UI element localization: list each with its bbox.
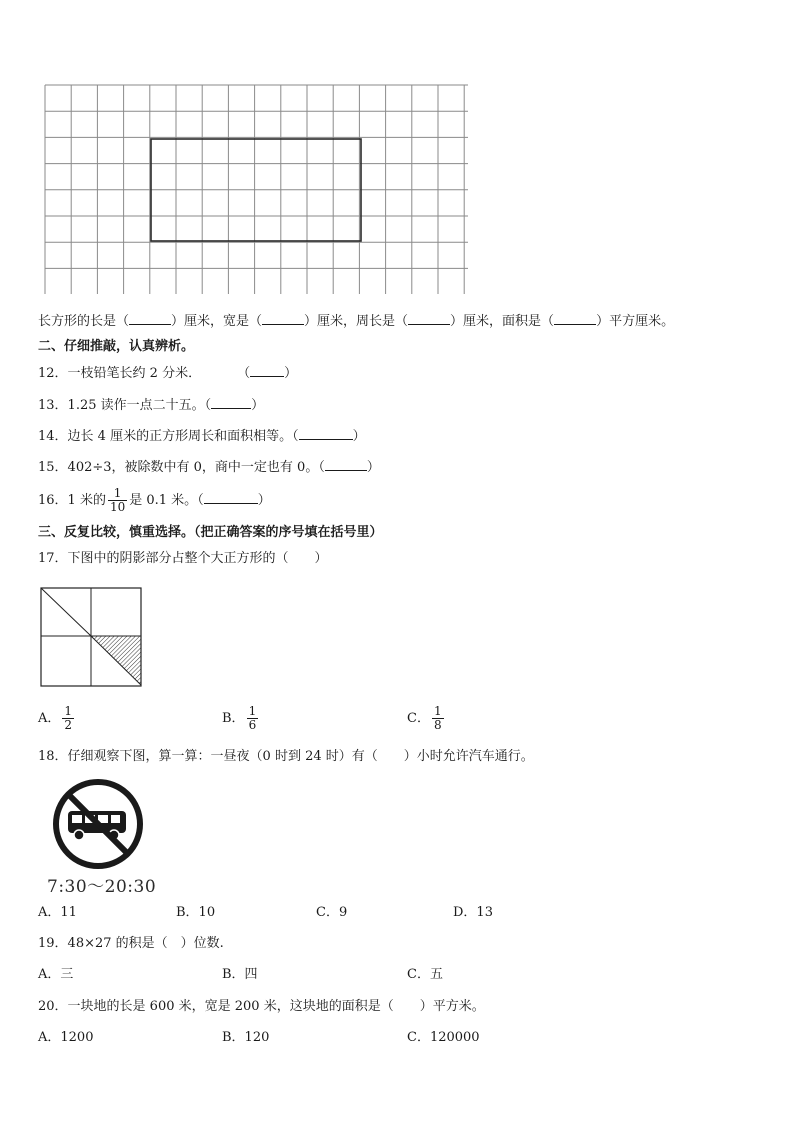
grid-figure — [44, 84, 470, 296]
option-18-d[interactable]: D．13 — [453, 905, 493, 920]
square-figure — [40, 587, 143, 688]
question-15: 15．402÷3，被除数中有 0，商中一定也有 0。（ ） — [38, 460, 380, 475]
fraction-one-tenth: $\frac{1}{10}$ — [109, 486, 126, 514]
answer-blank-area[interactable] — [554, 312, 596, 325]
option-20-c[interactable]: C．120000 — [407, 1030, 480, 1045]
option-17-b[interactable]: B． $\frac{1}{6}$ — [222, 704, 257, 732]
option-20-a[interactable]: A．1200 — [38, 1030, 94, 1045]
question-20: 20．一块地的长是 600 米，宽是 200 米，这块地的面积是（ ）平方米。 — [38, 999, 485, 1014]
option-19-c[interactable]: C．五 — [407, 967, 443, 982]
question-19: 19．48×27 的积是（ ）位数. — [38, 936, 224, 951]
question-16: 16．1 米的 $\frac{1}{10}$ 是 0.1 米。（ ） — [38, 486, 271, 514]
answer-blank-perimeter[interactable] — [408, 312, 450, 325]
option-17-c[interactable]: C． $\frac{1}{8}$ — [407, 704, 442, 732]
option-19-b[interactable]: B．四 — [222, 967, 258, 982]
sign-time-caption: 7:30～20:30 — [47, 877, 157, 897]
answer-blank-length[interactable] — [129, 312, 171, 325]
option-18-c[interactable]: C．9 — [316, 905, 348, 920]
option-19-a[interactable]: A．三 — [38, 967, 74, 982]
answer-blank-13[interactable] — [211, 396, 251, 409]
answer-blank-14[interactable] — [299, 427, 353, 440]
no-bus-sign-icon — [52, 778, 144, 870]
option-17-a[interactable]: A． $\frac{1}{2}$ — [38, 704, 73, 732]
question-18: 18．仔细观察下图，算一算：一昼夜（0 时到 24 时）有（ ）小时允许汽车通行。 — [38, 749, 534, 764]
option-18-a[interactable]: A．11 — [38, 905, 77, 920]
answer-blank-15[interactable] — [325, 458, 367, 471]
grid-question: 长方形的长是（ ）厘米，宽是（ ）厘米，周长是（ ）厘米，面积是（ ）平方厘米。 — [38, 314, 675, 329]
section-title-3: 三、反复比较，慎重选择。（把正确答案的序号填在括号里） — [38, 525, 383, 540]
answer-blank-12[interactable] — [250, 364, 284, 377]
answer-blank-16[interactable] — [204, 491, 258, 504]
shaded-region — [91, 636, 141, 685]
question-13: 13．1.25 读作一点二十五。（ ） — [38, 398, 265, 413]
question-14: 14．边长 4 厘米的正方形周长和面积相等。（ ） — [38, 429, 366, 444]
answer-blank-width[interactable] — [262, 312, 304, 325]
question-12: 12．一枝铅笔长约 2 分米． （ ） — [38, 366, 298, 381]
option-18-b[interactable]: B．10 — [176, 905, 216, 920]
option-20-b[interactable]: B．120 — [222, 1030, 270, 1045]
question-17: 17．下图中的阴影部分占整个大正方形的（ ） — [38, 551, 328, 566]
section-title-2: 二、仔细推敲，认真辨析。 — [38, 339, 195, 354]
